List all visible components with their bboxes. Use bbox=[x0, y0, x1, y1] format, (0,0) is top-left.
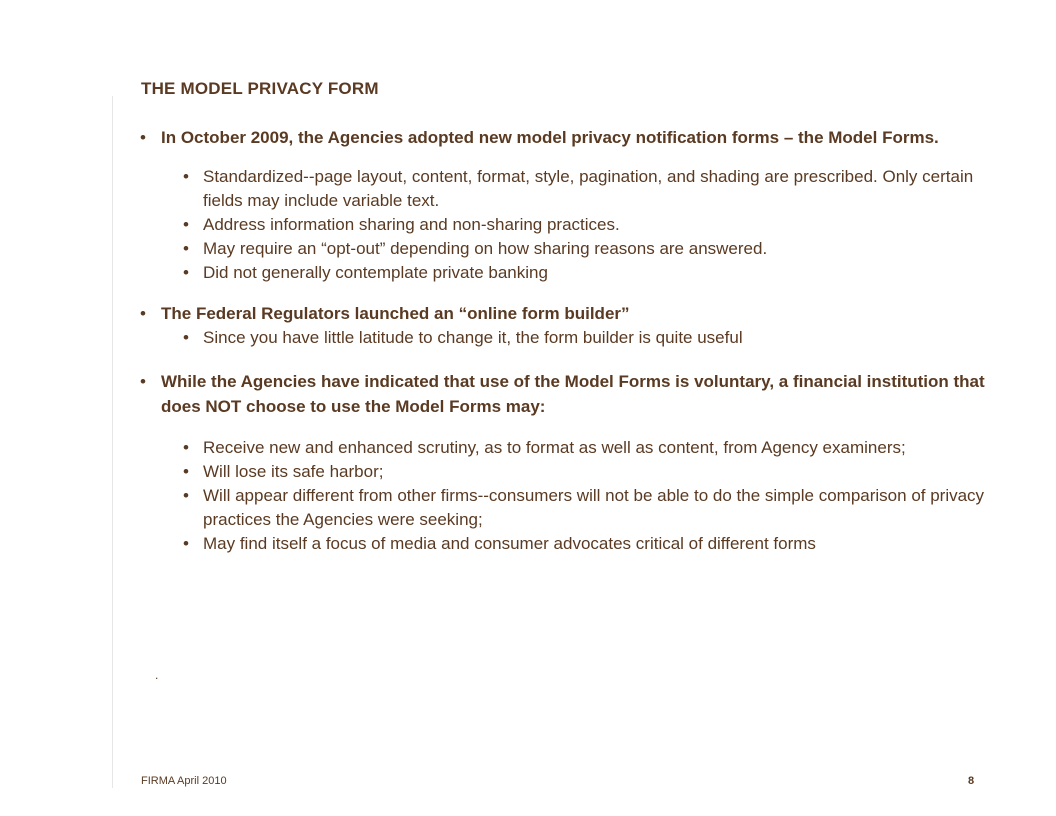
vertical-divider bbox=[112, 96, 113, 788]
list-item bbox=[181, 484, 988, 532]
section-heading: The Federal Regulators launched an “online form builder” bbox=[161, 304, 630, 323]
sub-list bbox=[181, 326, 988, 350]
list-item bbox=[181, 213, 988, 237]
bullet-icon: • bbox=[140, 372, 146, 391]
list-item-text: Receive new and enhanced scrutiny, as to format as well as content, from Agency examiners; bbox=[203, 438, 906, 457]
section-heading: While the Agencies have indicated that use of the Model Forms is voluntary, a financial institution that does NOT choose to use the Model Forms may: bbox=[161, 372, 985, 416]
list-item-text: Address information sharing and non-sharing practices. bbox=[203, 215, 620, 234]
list-item bbox=[181, 261, 988, 285]
slide-title: THE MODEL PRIVACY FORM bbox=[141, 79, 379, 98]
bullet-icon: • bbox=[183, 263, 189, 282]
list-item-text: Standardized--page layout, content, format, style, pagination, and shading are prescribed. Only certain fields may include variable text. bbox=[203, 167, 974, 210]
section-1 bbox=[138, 125, 988, 285]
bullet-icon: • bbox=[140, 128, 146, 147]
list-item bbox=[181, 165, 988, 213]
bullet-icon: • bbox=[183, 438, 189, 457]
list-item-text: May require an “opt-out” depending on how sharing reasons are answered. bbox=[203, 239, 768, 258]
list-item-text: May find itself a focus of media and consumer advocates critical of different forms bbox=[203, 534, 816, 553]
list-item-text: Did not generally contemplate private banking bbox=[203, 263, 548, 282]
footer-text: FIRMA April 2010 bbox=[141, 775, 227, 787]
list-item bbox=[181, 460, 988, 484]
bullet-icon: • bbox=[140, 304, 146, 323]
sub-list bbox=[181, 436, 988, 556]
bullet-list bbox=[138, 125, 988, 556]
list-item bbox=[181, 436, 988, 460]
section-3 bbox=[138, 369, 988, 556]
section-2 bbox=[138, 301, 988, 350]
bullet-icon: • bbox=[183, 167, 189, 186]
list-item bbox=[181, 532, 988, 556]
slide-body bbox=[138, 125, 988, 556]
bullet-icon: • bbox=[183, 239, 189, 258]
list-item bbox=[181, 237, 988, 261]
list-item-text: Since you have little latitude to change it, the form builder is quite useful bbox=[203, 328, 743, 347]
bullet-icon: • bbox=[183, 215, 189, 234]
list-item-text: Will lose its safe harbor; bbox=[203, 462, 384, 481]
sub-list bbox=[181, 165, 988, 285]
list-item-text: Will appear different from other firms--consumers will not be able to do the simple comparison of privacy practices the Agencies were seeking; bbox=[203, 486, 985, 529]
bullet-icon: • bbox=[183, 462, 189, 481]
bullet-icon: • bbox=[183, 328, 189, 347]
list-item bbox=[181, 326, 988, 350]
section-heading: In October 2009, the Agencies adopted new model privacy notification forms – the Model Forms. bbox=[161, 128, 939, 147]
bullet-icon: • bbox=[183, 486, 189, 505]
page-number: 8 bbox=[968, 775, 975, 787]
stray-mark: . bbox=[155, 668, 159, 682]
bullet-icon: • bbox=[183, 534, 189, 553]
